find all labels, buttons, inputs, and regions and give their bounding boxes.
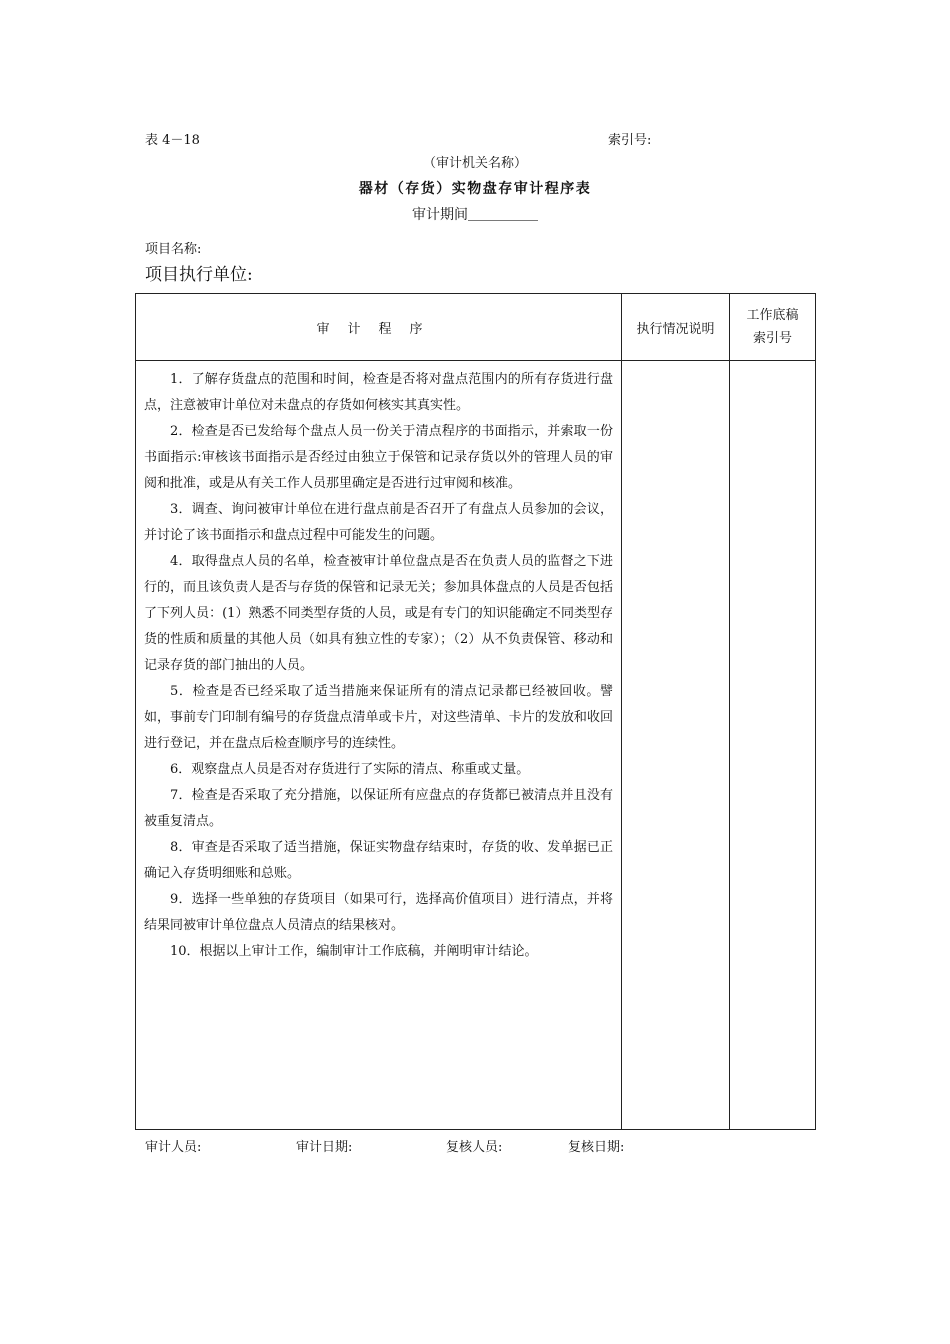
review-date-label: 复核日期: (568, 1140, 625, 1155)
procedure-step: 5．检查是否已经采取了适当措施来保证所有的清点记录都已经被回收。譬如，事前专门印制有编号的存货盘点清单或卡片，对这些清单、卡片的发放和收回进行登记，并在盘点后检查顺序号的连续性。 (144, 684, 613, 751)
project-unit-label: 项目执行单位: (145, 265, 253, 285)
project-name-label: 项目名称: (145, 242, 202, 257)
procedure-step: 1．了解存货盘点的范围和时间，检查是否将对盘点范围内的所有存货进行盘点，注意被审计单位对未盘点的存货如何核实其真实性。 (144, 372, 613, 413)
column-header-status: 执行情况说明 (622, 294, 730, 361)
audit-procedure-table (135, 293, 816, 1130)
procedure-step: 4．取得盘点人员的名单，检查被审计单位盘点是否在负责人员的监督之下进行的，而且该负责人是否与存货的保管和记录无关；参加具体盘点的人员是否包括了下列人员：(1）熟悉不同类型存货的人员，或是有专门的知识能确定不同类型存货的性质和质量的其他人员（如具有独立性的专家）；（2）从不负责保管、移动和记录存货的部门抽出的人员。 (144, 554, 613, 673)
procedure-step: 6．观察盘点人员是否对存货进行了实际的清点、称重或丈量。 (170, 762, 530, 777)
ref-cell (730, 361, 816, 1130)
page-title: 器材（存货）实物盘存审计程序表 (358, 181, 592, 197)
column-header-ref-line1: 工作底稿 (746, 308, 799, 323)
procedure-cell (136, 361, 622, 1130)
audit-period: 审计期间＿＿＿＿＿ (412, 207, 538, 223)
column-header-ref (730, 294, 816, 361)
procedure-list (136, 361, 621, 965)
procedure-step: 7．检查是否采取了充分措施，以保证所有应盘点的存货都已被清点并且没有被重复清点。 (144, 788, 613, 829)
status-cell (622, 361, 730, 1130)
column-header-ref-line2: 索引号 (752, 331, 792, 346)
reviewer-label: 复核人员: (446, 1140, 503, 1155)
form-number: 表 4－18 (145, 133, 200, 148)
index-number-label: 索引号: (608, 133, 652, 148)
auditor-label: 审计人员: (145, 1140, 202, 1155)
audit-agency-name: （审计机关名称） (422, 156, 527, 171)
audit-date-label: 审计日期: (296, 1140, 353, 1155)
procedure-step: 9．选择一些单独的存货项目（如果可行，选择高价值项目）进行清点，并将结果同被审计单位盘点人员清点的结果核对。 (144, 892, 613, 933)
procedure-step: 8．审查是否采取了适当措施，保证实物盘存结束时，存货的收、发单据已正确记入存货明细账和总账。 (144, 840, 613, 881)
procedure-step: 10．根据以上审计工作，编制审计工作底稿，并阐明审计结论。 (170, 944, 538, 959)
table-body-row (136, 361, 816, 1130)
procedure-step: 2．检查是否已发给每个盘点人员一份关于清点程序的书面指示，并索取一份书面指示:审核该书面指示是否经过由独立于保管和记录存货以外的管理人员的审阅和批准，或是从有关工作人员那里确定是否进行过审阅和核准。 (144, 424, 613, 491)
column-header-procedure: 审计程序 (136, 294, 622, 361)
procedure-step: 3．调查、询问被审计单位在进行盘点前是否召开了有盘点人员参加的会议，并讨论了该书面指示和盘点过程中可能发生的问题。 (144, 502, 613, 543)
table-header-row (136, 294, 816, 361)
